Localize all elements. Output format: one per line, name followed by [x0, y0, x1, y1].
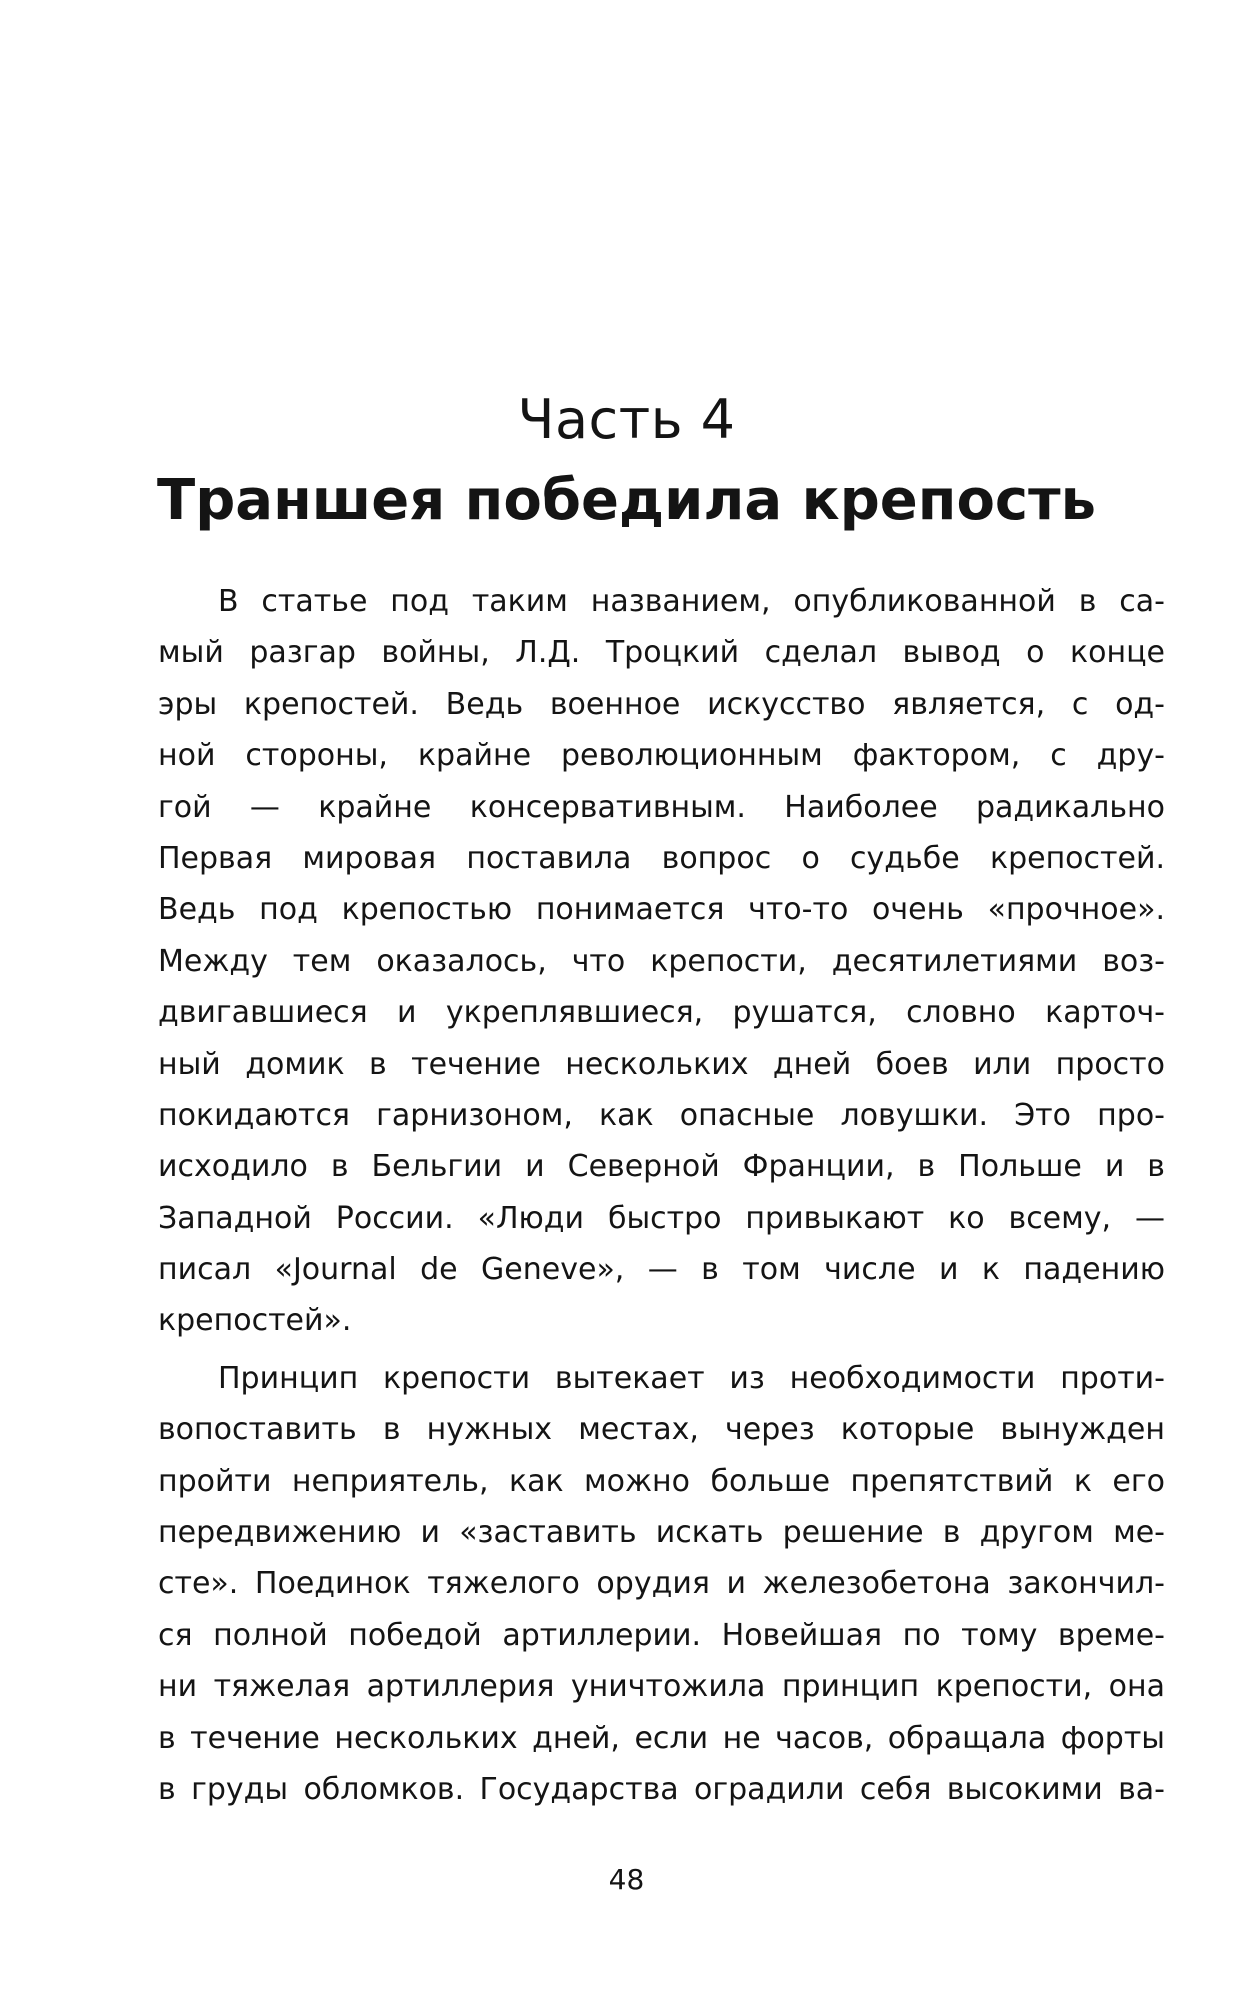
text-line: двигавшиеся и укреплявшиеся, рушатся, словно карточ- — [158, 995, 1165, 1031]
text-line: покидаются гарнизоном, как опасные ловушки. Это про- — [158, 1097, 1165, 1133]
text-line: Ведь под крепостью понимается что-то очень «прочное». — [158, 892, 1165, 928]
text-line: ся полной победой артиллерии. Новейшая по тому време- — [158, 1617, 1165, 1653]
text-line: ный домик в течение нескольких дней боев или просто — [158, 1046, 1165, 1082]
body-text — [158, 576, 1165, 1815]
part-number-heading: Часть 4 — [517, 388, 736, 451]
text-line: вопоставить в нужных местах, через которые вынужден — [158, 1412, 1165, 1448]
text-line: ной стороны, крайне революционным фактором, с дру- — [158, 738, 1165, 774]
text-line: Западной России. «Люди быстро привыкают ко всему, — — [158, 1200, 1165, 1236]
text-line: Между тем оказалось, что крепости, десятилетиями воз- — [158, 943, 1165, 979]
text-line: сте». Поединок тяжелого орудия и железобетона закончил- — [158, 1566, 1165, 1602]
text-line: в груды обломков. Государства оградили себя высокими ва- — [158, 1771, 1165, 1807]
text-line: Принцип крепости вытекает из необходимости проти- — [218, 1360, 1165, 1396]
text-line: писал «Journal de Geneve», — в том числе и к падению — [158, 1252, 1165, 1288]
text-line: крепостей». — [158, 1303, 352, 1339]
text-line: В статье под таким названием, опубликованной в са- — [218, 584, 1165, 619]
text-line: передвижению и «заставить искать решение в другом ме- — [158, 1515, 1165, 1551]
text-line: исходило в Бельгии и Северной Франции, в Польше и в — [158, 1149, 1165, 1185]
paragraph-2 — [158, 1353, 1165, 1816]
chapter-title: Траншея победила крепость — [157, 468, 1096, 533]
text-line: пройти неприятель, как можно больше препятствий к его — [158, 1463, 1165, 1499]
text-line: гой — крайне консервативным. Наиболее радикально — [158, 789, 1165, 825]
paragraph-1 — [158, 576, 1165, 1347]
text-line: ни тяжелая артиллерия уничтожила принцип крепости, она — [158, 1669, 1165, 1705]
text-line: мый разгар войны, Л.Д. Троцкий сделал вывод о конце — [158, 635, 1165, 671]
text-line: в течение нескольких дней, если не часов, обращала форты — [158, 1720, 1165, 1756]
page-number: 48 — [608, 1863, 645, 1896]
text-line: Первая мировая поставила вопрос о судьбе крепостей. — [158, 840, 1165, 876]
text-line: эры крепостей. Ведь военное искусство является, с од- — [158, 686, 1165, 722]
